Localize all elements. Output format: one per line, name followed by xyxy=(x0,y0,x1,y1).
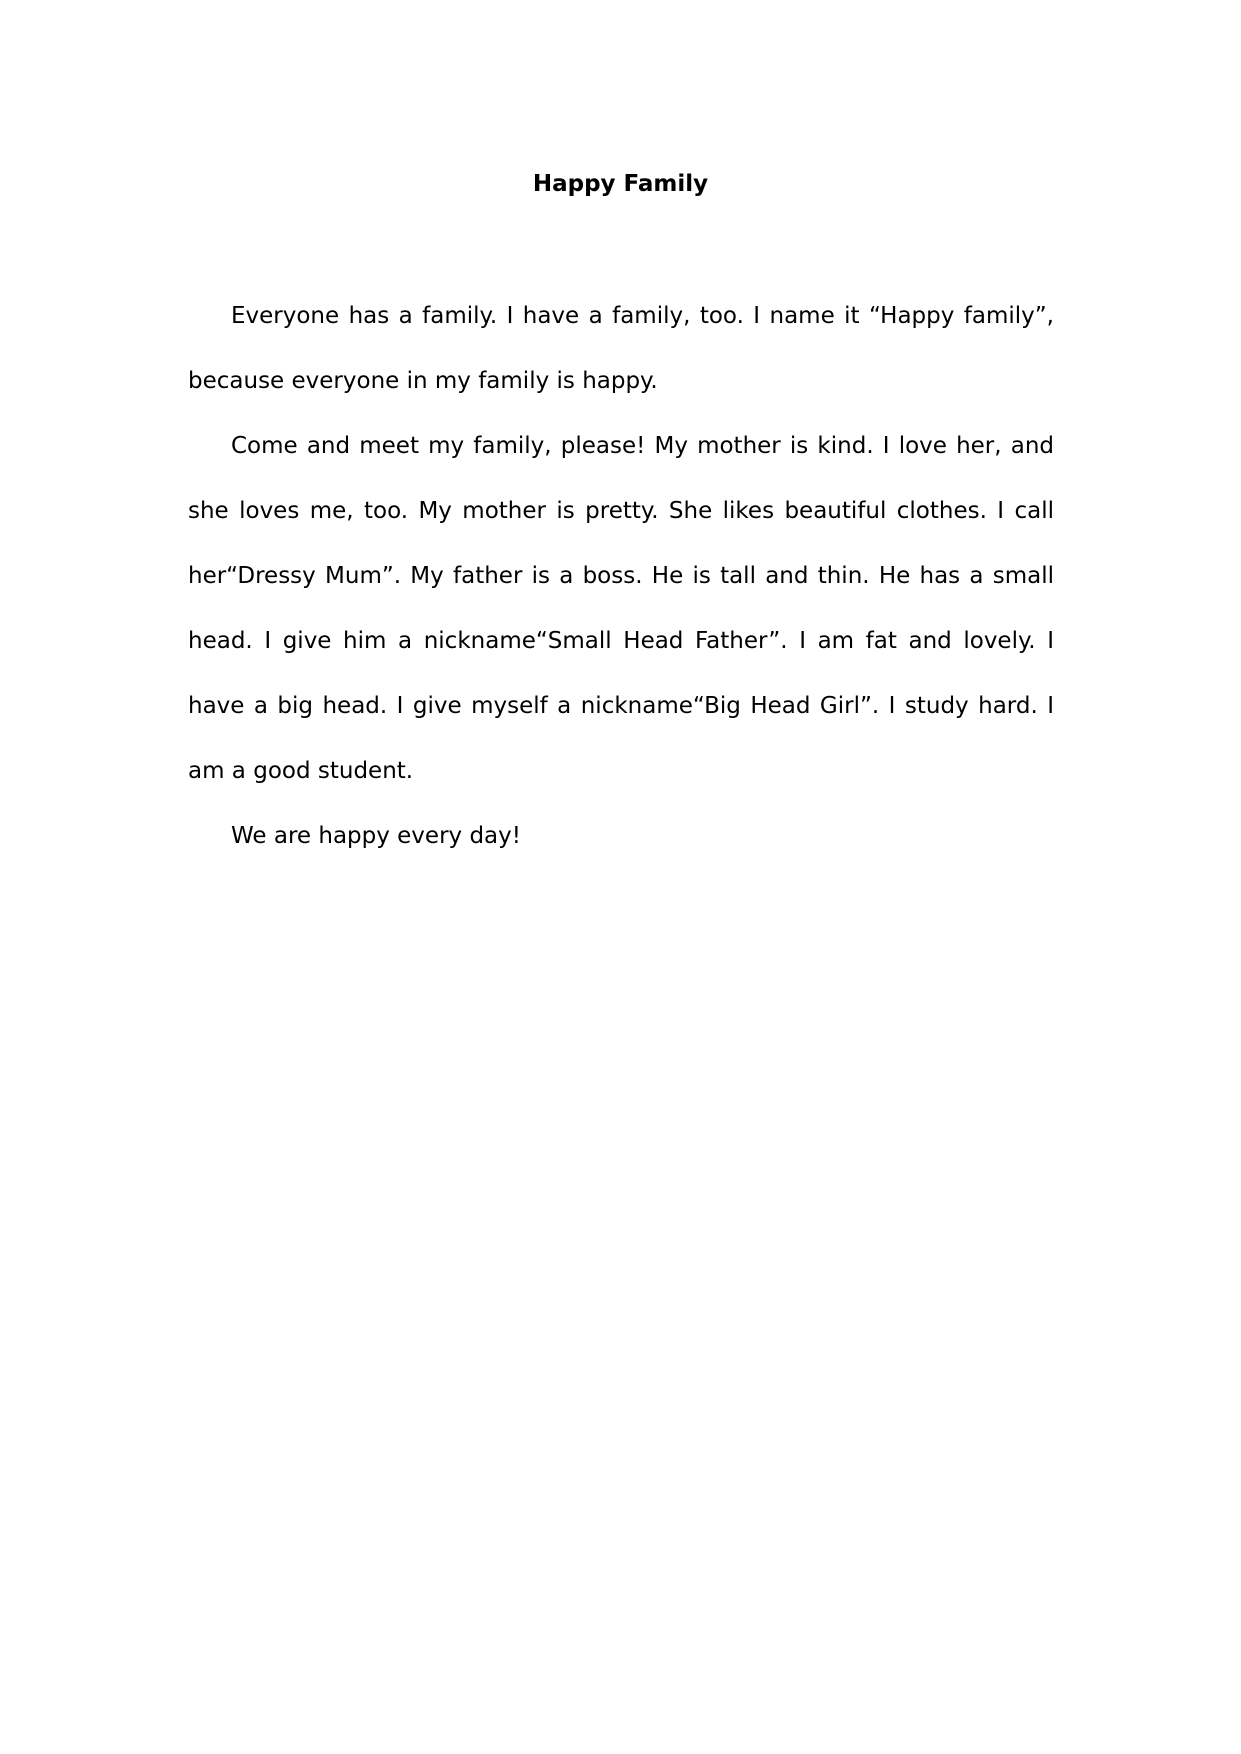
document-body xyxy=(188,284,1054,869)
paragraph-closing: We are happy every day! xyxy=(231,823,521,849)
paragraph-family-members: Come and meet my family, please! My mother is kind. I love her, and she loves me, too. My mother is pretty. She likes beautiful clothes. I call her“Dressy Mum”. My father is a boss. He is tall and thin. He has a small head. I give him a nickname“Small Head Father”. I am fat and lovely. I have a big head. I give myself a nickname“Big Head Girl”. I study hard. I am a good student. xyxy=(188,433,1054,784)
paragraph-intro: Everyone has a family. I have a family, too. I name it “Happy family”, because everyone in my family is happy. xyxy=(188,303,1054,394)
document-title: Happy Family xyxy=(532,171,709,197)
